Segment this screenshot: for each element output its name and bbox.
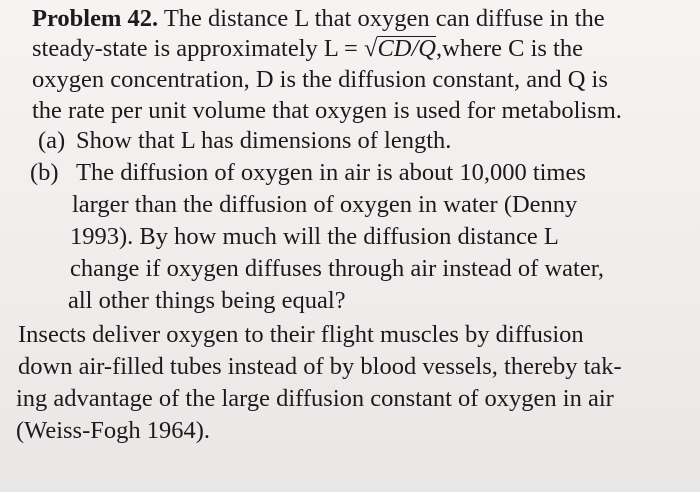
part-b-line-4: change if oxygen diffuses through air instead of water, xyxy=(70,255,604,282)
square-root-expression xyxy=(364,34,436,64)
part-b-line-5: all other things being equal? xyxy=(68,287,346,314)
problem-line-4 xyxy=(32,96,622,126)
problem-line-2 xyxy=(32,34,583,64)
radicand: CD/Q xyxy=(377,35,436,62)
intro-line-2-pre: steady-state is approximately L = xyxy=(32,35,364,62)
intro-line-4: the rate per unit volume that oxygen is used for metabolism. xyxy=(32,97,622,124)
part-a-line-1: Show that L has dimensions of length. xyxy=(76,127,452,154)
intro-line-3: oxygen concentration, D is the diffusion constant, and Q is xyxy=(32,66,608,93)
radical-sign: √ xyxy=(364,35,378,62)
closing-line-4: (Weiss-Fogh 1964). xyxy=(16,417,211,444)
problem-label: Problem 42. xyxy=(32,5,159,32)
closing-line-1: Insects deliver oxygen to their flight muscles by diffusion xyxy=(18,321,584,348)
part-b-line-1: The diffusion of oxygen in air is about 10,000 times xyxy=(76,159,586,186)
closing-line-3: ing advantage of the large diffusion constant of oxygen in air xyxy=(16,385,614,412)
part-b-line-3: 1993). By how much will the diffusion distance L xyxy=(70,223,559,250)
intro-line-2-post: ,where C is the xyxy=(436,35,583,62)
problem-line-1 xyxy=(32,4,605,34)
problem-line-3 xyxy=(32,65,608,95)
part-b-line-2: larger than the diffusion of oxygen in water (Denny xyxy=(72,191,578,218)
part-a-label: (a) xyxy=(38,127,66,154)
intro-line-1: The distance L that oxygen can diffuse in the xyxy=(163,5,605,32)
closing-line-2: down air-filled tubes instead of by blood vessels, thereby tak- xyxy=(18,353,622,380)
part-b-label: (b) xyxy=(30,159,59,186)
